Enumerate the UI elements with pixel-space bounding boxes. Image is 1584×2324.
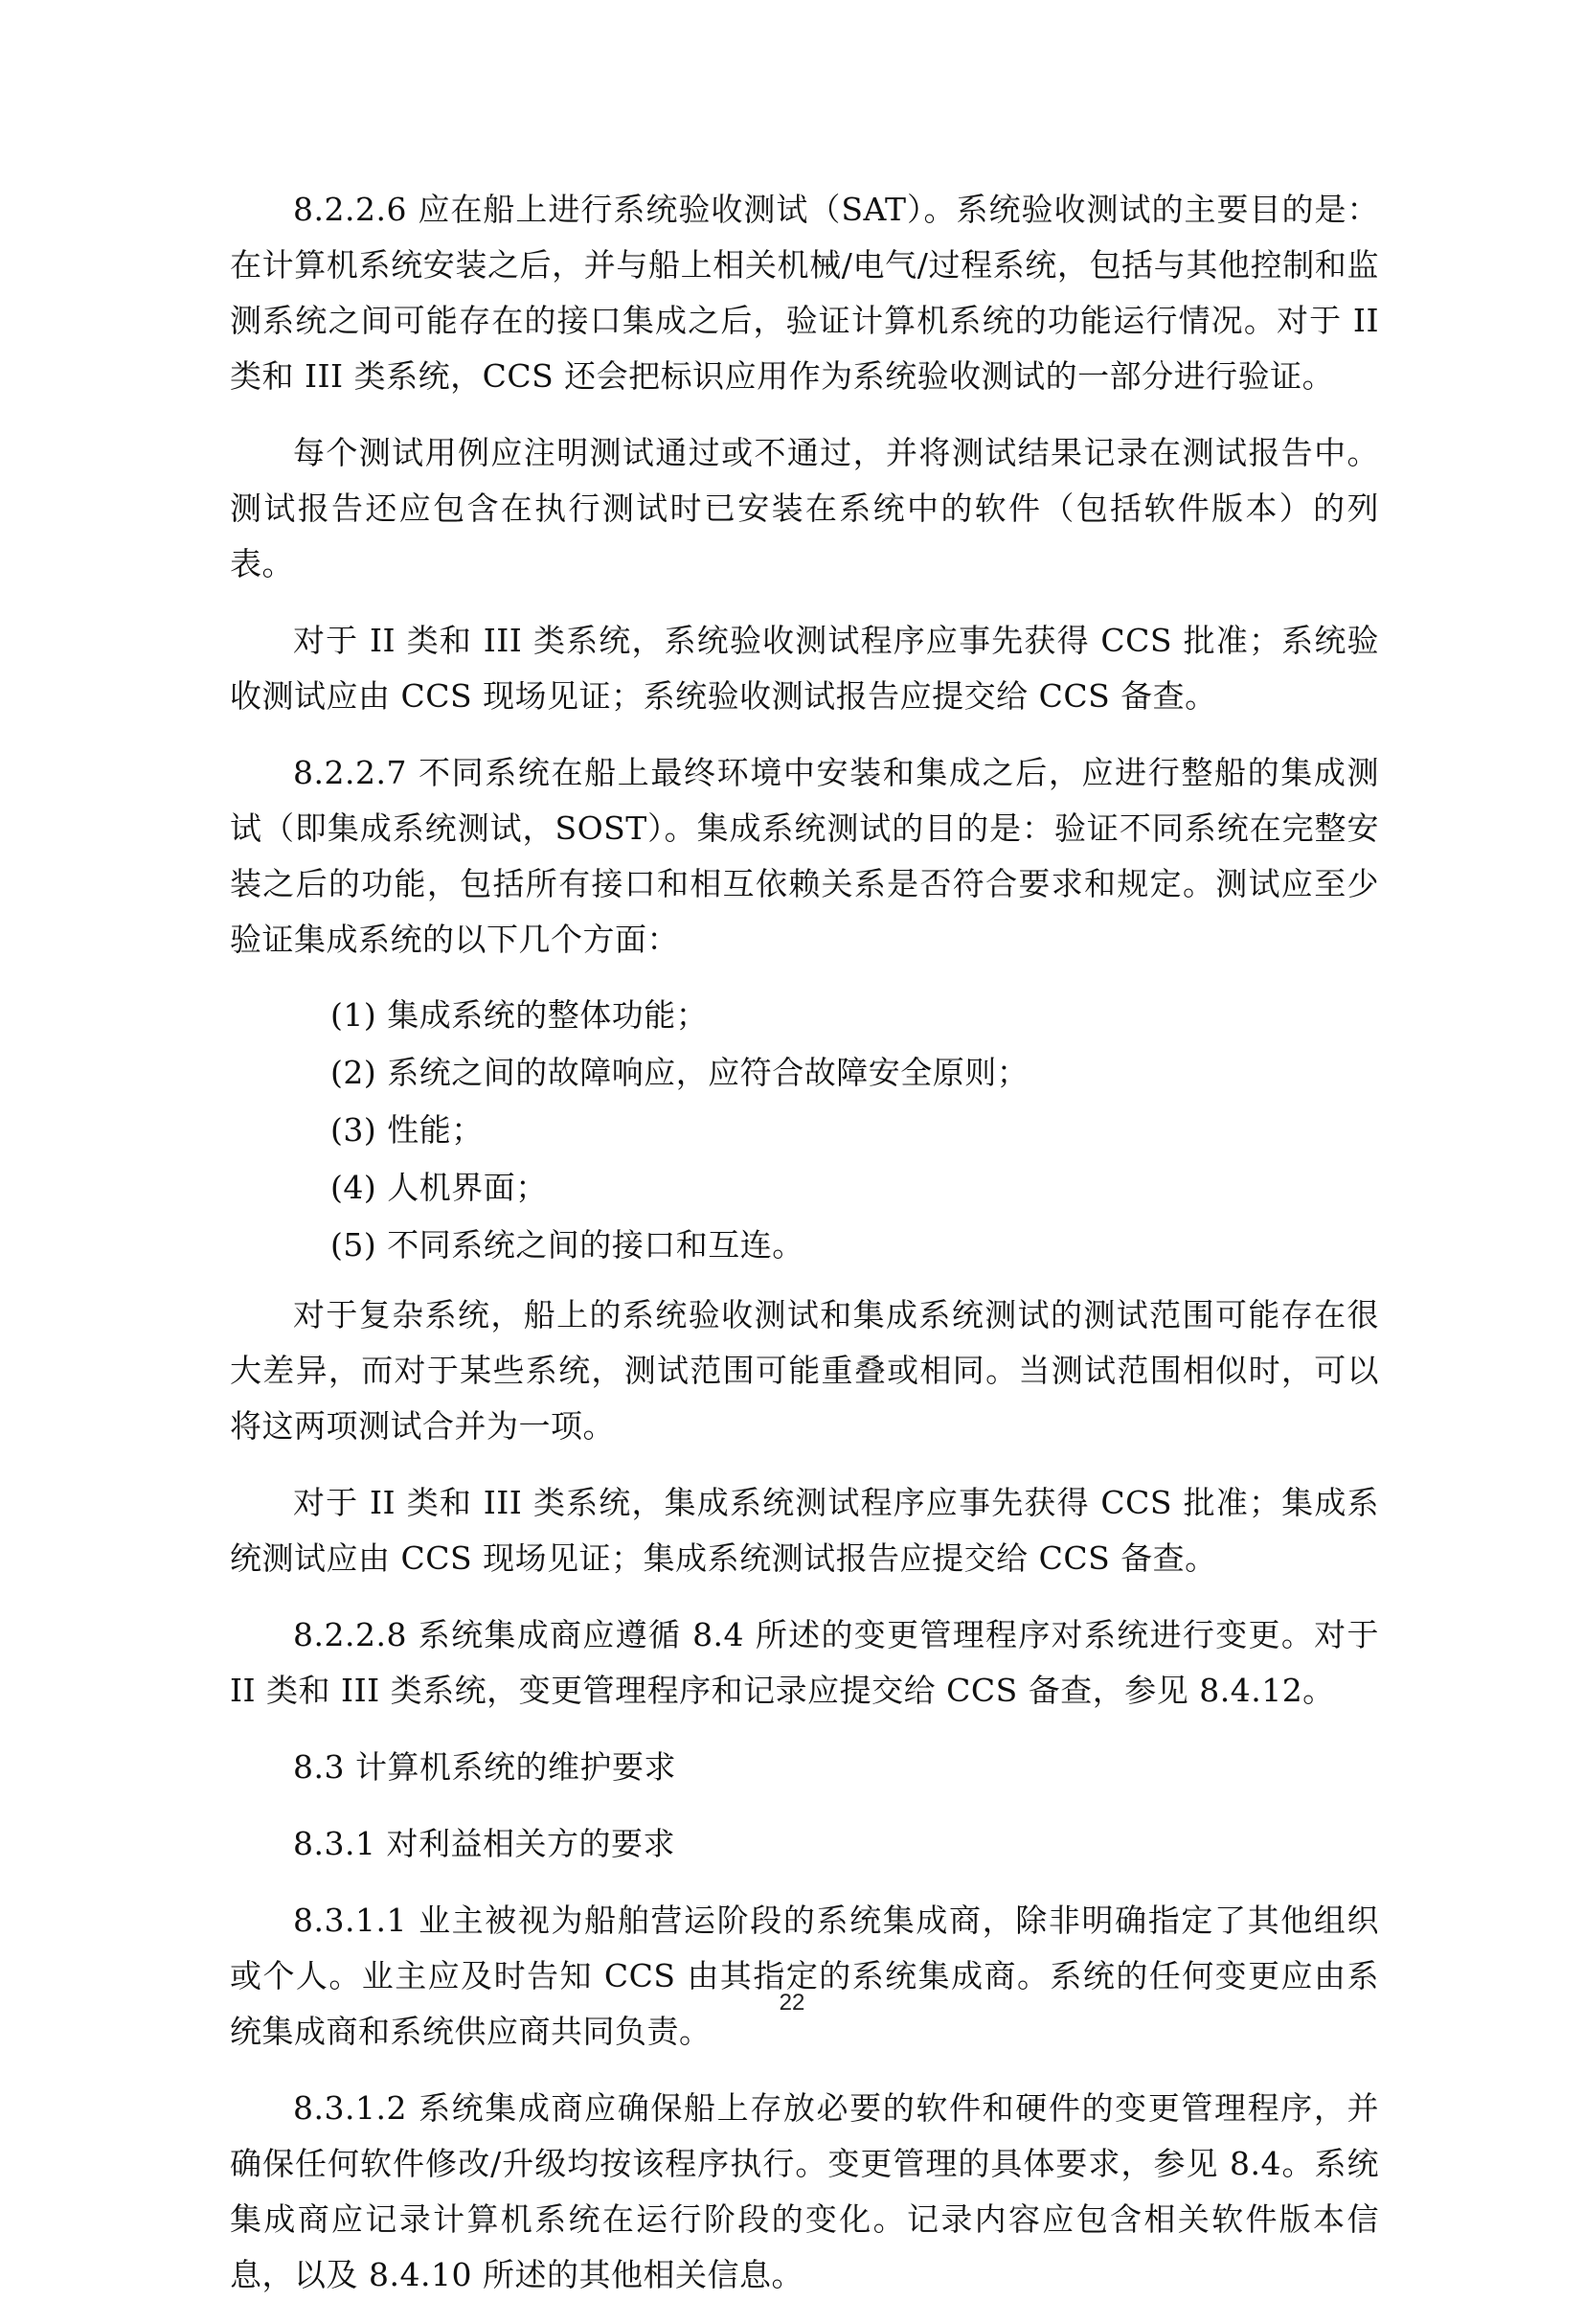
paragraph-8-3-1-1: 8.3.1.1 业主被视为船舶营运阶段的系统集成商，除非明确指定了其他组织或个人。业主应及时告知 CCS 由其指定的系统集成商。系统的任何变更应由系统集成商和系统供应商共同负责。 <box>230 1902 1379 2050</box>
paragraph-complex-systems: 对于复杂系统，船上的系统验收测试和集成系统测试的测试范围可能存在很大差异，而对于某些系统，测试范围可能重叠或相同。当测试范围相似时，可以将这两项测试合并为一项。 <box>230 1296 1379 1445</box>
list-item: (5) 不同系统之间的接口和互连。 <box>330 1226 804 1264</box>
paragraph-test-cases: 每个测试用例应注明测试通过或不通过，并将测试结果记录在测试报告中。测试报告还应包含在执行测试时已安装在系统中的软件（包括软件版本）的列表。 <box>230 434 1379 582</box>
section-heading-8-3: 8.3 计算机系统的维护要求 <box>293 1748 676 1786</box>
paragraph-sat-approval: 对于 II 类和 III 类系统，系统验收测试程序应事先获得 CCS 批准；系统验收测试应由 CCS 现场见证；系统验收测试报告应提交给 CCS 备查。 <box>230 622 1379 715</box>
list-item: (1) 集成系统的整体功能； <box>330 996 709 1034</box>
page-number: 22 <box>779 1990 805 2016</box>
section-heading-8-3-1: 8.3.1 对利益相关方的要求 <box>293 1825 675 1862</box>
aspects-list <box>230 987 1379 1274</box>
list-item: (4) 人机界面； <box>330 1169 548 1206</box>
list-item: (3) 性能； <box>330 1111 484 1149</box>
paragraph-8-3-1-2: 8.3.1.2 系统集成商应确保船上存放必要的软件和硬件的变更管理程序，并确保任何软件修改/升级均按该程序执行。变更管理的具体要求，参见 8.4。系统集成商应记录计算机系统在运行阶段的变化。记录内容应包含相关软件版本信息，以及 8.4.10 所述的其他相关信息。 <box>230 2089 1379 2293</box>
paragraph-8-2-2-6: 8.2.2.6 应在船上进行系统验收测试（SAT）。系统验收测试的主要目的是：在计算机系统安装之后，并与船上相关机械/电气/过程系统，包括与其他控制和监测系统之间可能存在的接口集成之后，验证计算机系统的功能运行情况。对于 II 类和 III 类系统，CCS 还会把标识应用作为系统验收测试的一部分进行验证。 <box>230 191 1379 395</box>
list-item: (2) 系统之间的故障响应，应符合故障安全原则； <box>330 1054 1030 1091</box>
paragraph-8-2-2-8: 8.2.2.8 系统集成商应遵循 8.4 所述的变更管理程序对系统进行变更。对于 II 类和 III 类系统，变更管理程序和记录应提交给 CCS 备查，参见 8.4.12。 <box>230 1616 1379 1709</box>
paragraph-8-2-2-7: 8.2.2.7 不同系统在船上最终环境中安装和集成之后，应进行整船的集成测试（即集成系统测试，SOST）。集成系统测试的目的是：验证不同系统在完整安装之后的功能，包括所有接口和相互依赖关系是否符合要求和规定。测试应至少验证集成系统的以下几个方面： <box>230 754 1379 958</box>
paragraph-sost-approval: 对于 II 类和 III 类系统，集成系统测试程序应事先获得 CCS 批准；集成系统测试应由 CCS 现场见证；集成系统测试报告应提交给 CCS 备查。 <box>230 1484 1379 1577</box>
